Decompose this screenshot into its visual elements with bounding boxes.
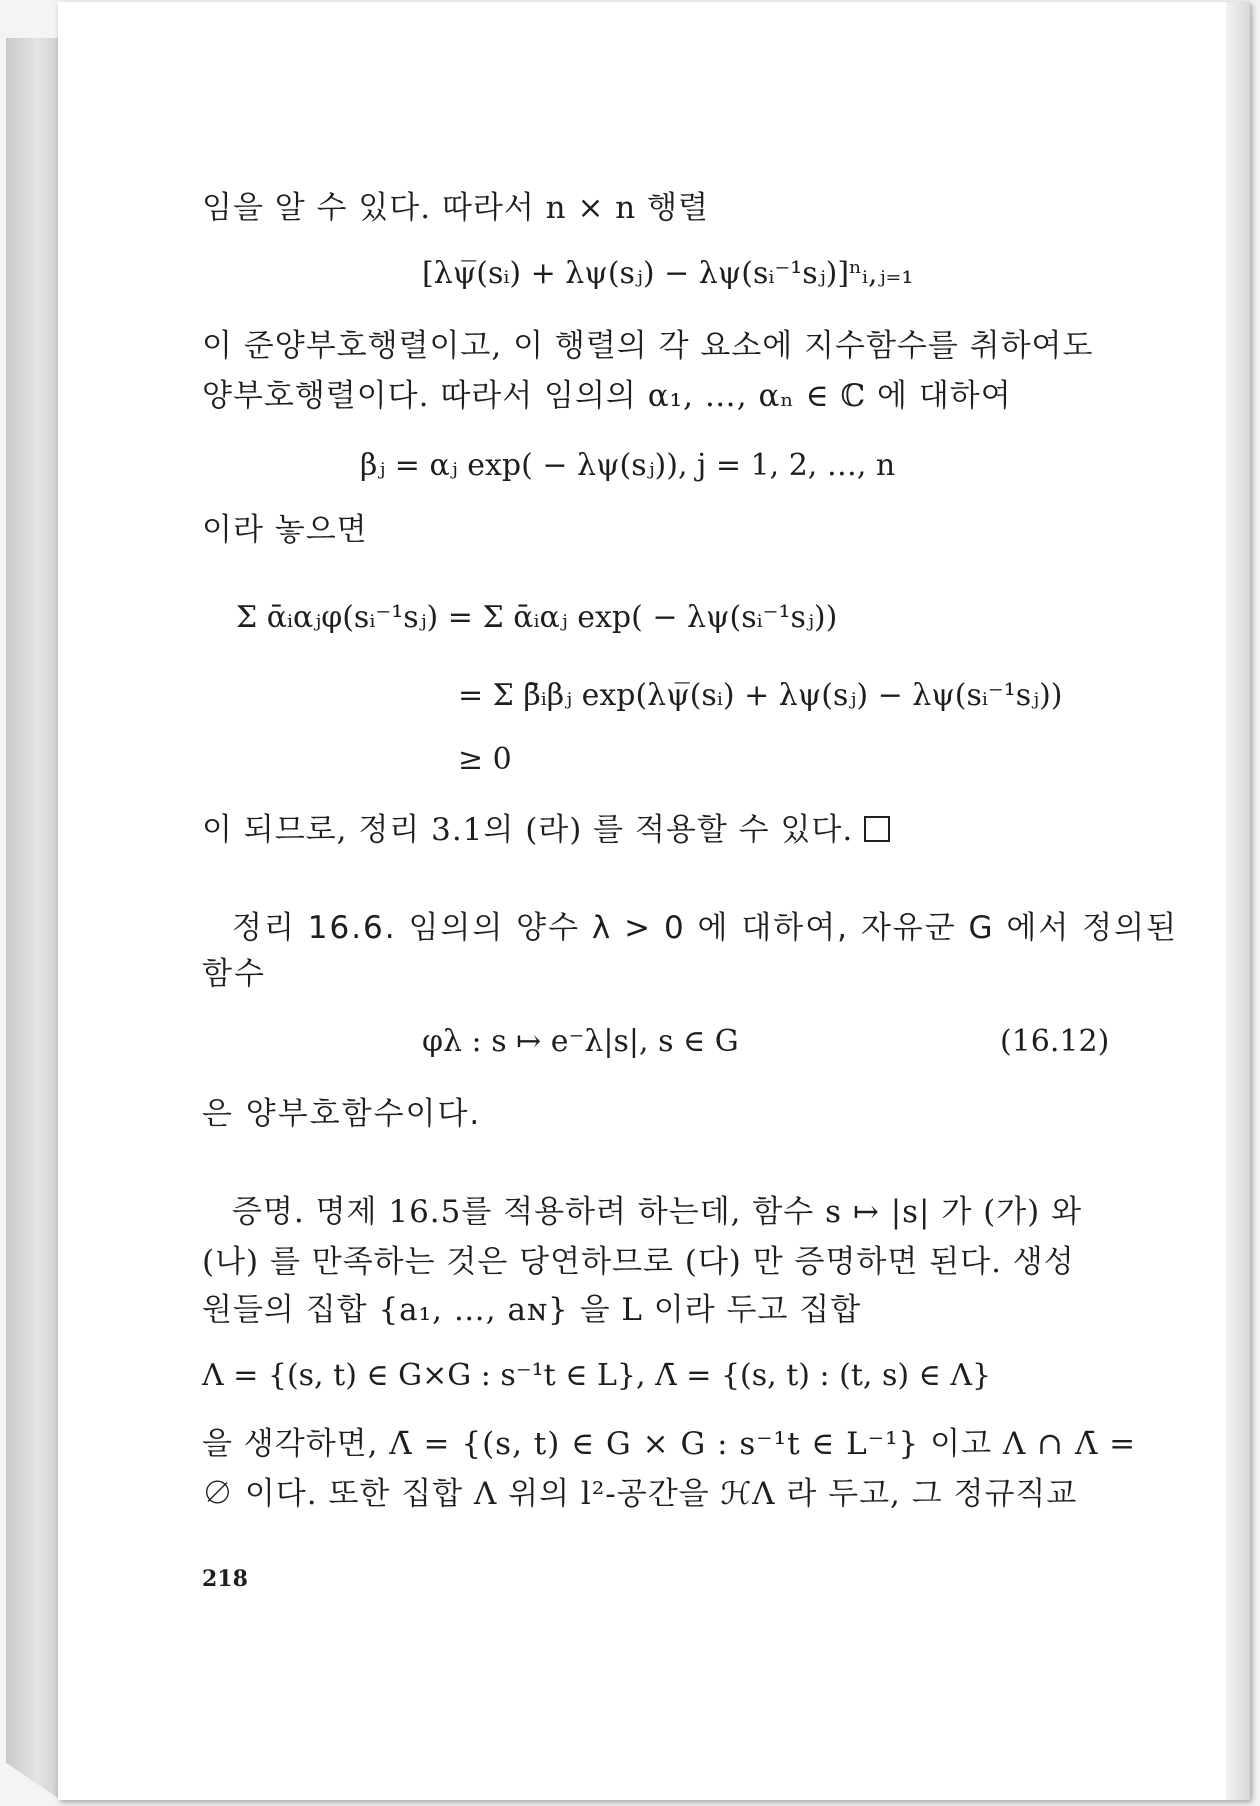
- proof-line: 을 생각하면, Λ̄ = {(s, t) ∈ G × G : s⁻¹t ∈ L⁻¹} 이고 Λ ∩ Λ̄ =: [202, 1426, 1137, 1462]
- equation: Λ = {(s, t) ∈ G×G : s⁻¹t ∈ L}, Λ̄ = {(s, t) : (t, s) ∈ Λ}: [202, 1358, 992, 1393]
- paragraph-text: 이 되므로, 정리 3.1의 (라) 를 적용할 수 있다.: [202, 812, 854, 848]
- proof-line: ∅ 이다. 또한 집합 Λ 위의 l²-공간을 ℋΛ 라 두고, 그 정규직교: [202, 1476, 1078, 1512]
- proof-line: 증명. 명제 16.5를 적용하려 하는데, 함수 s ↦ |s| 가 (가) 와: [232, 1194, 1083, 1230]
- equation: [λψ̅(sᵢ) + λψ(sⱼ) − λψ(sᵢ⁻¹sⱼ)]ⁿᵢ,ⱼ₌₁: [422, 256, 914, 291]
- paragraph-line: 이라 놓으면: [202, 512, 368, 548]
- paragraph-line: 이 준양부호행렬이고, 이 행렬의 각 요소에 지수함수를 취하여도: [202, 328, 1094, 364]
- equation-number: (16.12): [1000, 1024, 1110, 1059]
- book-spine: [6, 38, 58, 1798]
- theorem-line: 정리 16.6. 임의의 양수 λ > 0 에 대하여, 자유군 G 에서 정의된: [232, 910, 1179, 946]
- paragraph-line: 양부호행렬이다. 따라서 임의의 α₁, …, αₙ ∈ ℂ 에 대하여: [202, 378, 1012, 414]
- equation: βⱼ = αⱼ exp( − λψ(sⱼ)), j = 1, 2, …, n: [360, 448, 896, 483]
- equation: φλ : s ↦ e⁻λ|s|, s ∈ G: [422, 1024, 739, 1059]
- theorem-line: 은 양부호함수이다.: [202, 1096, 482, 1132]
- equation: = Σ β̄ᵢβⱼ exp(λψ̅(sᵢ) + λψ(sⱼ) − λψ(sᵢ⁻¹sⱼ)): [458, 678, 1063, 713]
- qed-box-icon: [864, 816, 890, 842]
- paragraph-line: 임을 알 수 있다. 따라서 n × n 행렬: [202, 190, 709, 226]
- page-number: 218: [202, 1566, 248, 1592]
- equation: ≥ 0: [458, 742, 512, 777]
- page-edge: [1226, 2, 1250, 1800]
- equation: Σ ᾱᵢαⱼφ(sᵢ⁻¹sⱼ) = Σ ᾱᵢαⱼ exp( − λψ(sᵢ⁻¹sⱼ)): [236, 600, 838, 635]
- paragraph-line: [202, 810, 890, 850]
- proof-line: 원들의 집합 {a₁, …, aɴ} 을 L 이라 두고 집합: [202, 1292, 862, 1328]
- theorem-line: 함수: [202, 956, 266, 992]
- proof-line: (나) 를 만족하는 것은 당연하므로 (다) 만 증명하면 된다. 생성: [202, 1244, 1075, 1280]
